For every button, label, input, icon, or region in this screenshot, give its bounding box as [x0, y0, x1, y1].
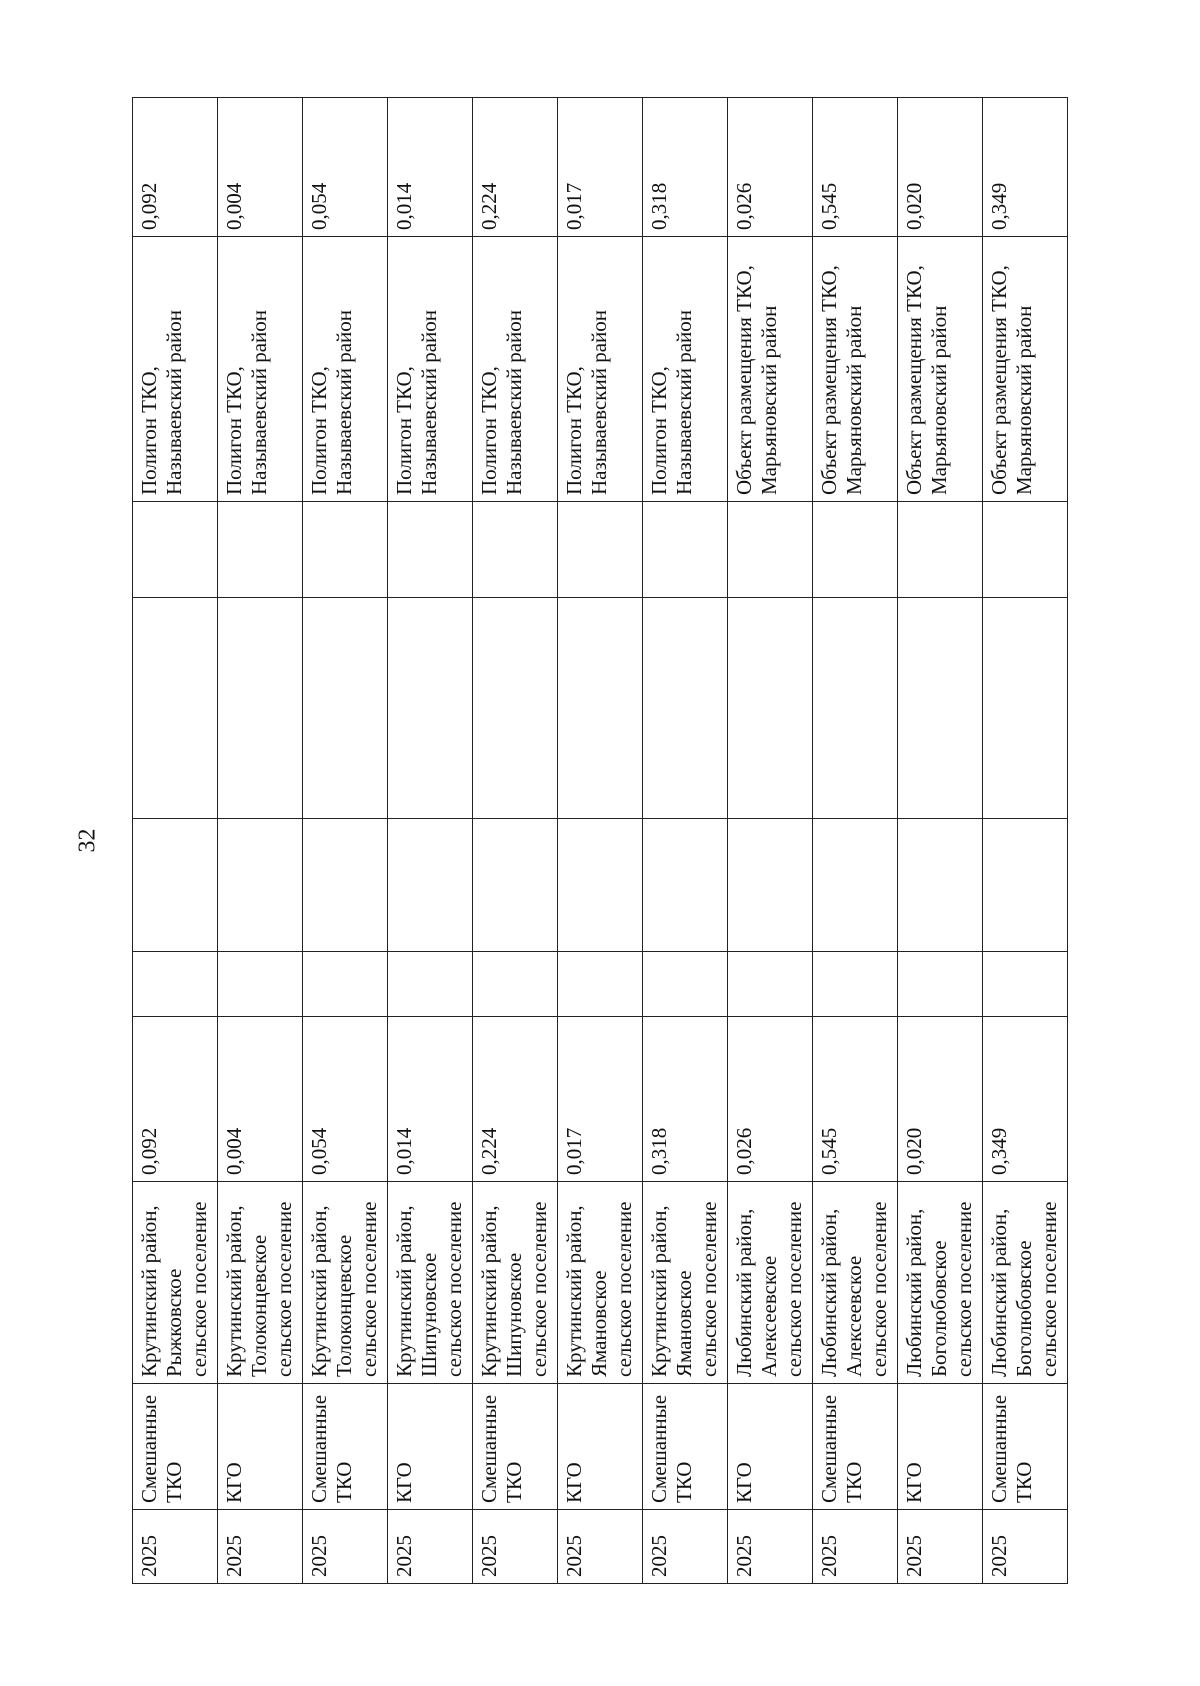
- year-cell: 2025: [983, 1510, 1068, 1584]
- source-location-cell: Крутинский район, Ямановское сельское поселение: [643, 1182, 728, 1384]
- table-row: [558, 98, 643, 1584]
- empty-cell: [388, 598, 473, 819]
- empty-cell: [728, 819, 813, 952]
- table-row: [728, 98, 813, 1584]
- source-location-cell: Крутинский район, Рыжковское сельское поселение: [133, 1182, 218, 1384]
- source-location-cell: Крутинский район, Ямановское сельское поселение: [558, 1182, 643, 1384]
- year-cell: 2025: [303, 1510, 388, 1584]
- mass-cell: 0,349: [983, 1017, 1068, 1182]
- empty-cell: [728, 952, 813, 1017]
- source-location-cell: Крутинский район, Толоконцевское сельское поселение: [303, 1182, 388, 1384]
- empty-cell: [473, 819, 558, 952]
- year-cell: 2025: [813, 1510, 898, 1584]
- empty-cell: [133, 502, 218, 598]
- destination-facility-cell: Полигон ТКО, Называевский район: [643, 237, 728, 502]
- empty-cell: [473, 952, 558, 1017]
- empty-cell: [218, 502, 303, 598]
- empty-cell: [133, 598, 218, 819]
- waste-type-cell: КГО: [558, 1384, 643, 1510]
- empty-cell: [983, 598, 1068, 819]
- empty-cell: [558, 819, 643, 952]
- waste-type-cell: Смешанные ТКО: [303, 1384, 388, 1510]
- empty-cell: [643, 819, 728, 952]
- empty-cell: [473, 598, 558, 819]
- empty-cell: [643, 598, 728, 819]
- mass-cell: 0,224: [473, 1017, 558, 1182]
- waste-type-cell: КГО: [728, 1384, 813, 1510]
- empty-cell: [133, 952, 218, 1017]
- waste-type-cell: Смешанные ТКО: [133, 1384, 218, 1510]
- source-location-cell: Крутинский район, Толоконцевское сельское поселение: [218, 1182, 303, 1384]
- empty-cell: [303, 952, 388, 1017]
- empty-cell: [558, 598, 643, 819]
- table-row: [813, 98, 898, 1584]
- empty-cell: [813, 502, 898, 598]
- empty-cell: [728, 502, 813, 598]
- source-location-cell: Крутинский район, Шипуновское сельское поселение: [388, 1182, 473, 1384]
- destination-facility-cell: Объект размещения ТКО, Марьяновский район: [983, 237, 1068, 502]
- empty-cell: [983, 819, 1068, 952]
- mass-delivered-cell: 0,017: [558, 98, 643, 237]
- empty-cell: [558, 952, 643, 1017]
- source-location-cell: Любинский район, Боголюбовское сельское поселение: [898, 1182, 983, 1384]
- empty-cell: [898, 952, 983, 1017]
- destination-facility-cell: Объект размещения ТКО, Марьяновский район: [728, 237, 813, 502]
- mass-delivered-cell: 0,004: [218, 98, 303, 237]
- destination-facility-cell: Полигон ТКО, Называевский район: [218, 237, 303, 502]
- empty-cell: [983, 952, 1068, 1017]
- waste-flow-table: [132, 97, 1068, 1584]
- year-cell: 2025: [558, 1510, 643, 1584]
- destination-facility-cell: Полигон ТКО, Называевский район: [473, 237, 558, 502]
- mass-delivered-cell: 0,014: [388, 98, 473, 237]
- year-cell: 2025: [473, 1510, 558, 1584]
- empty-cell: [218, 598, 303, 819]
- mass-cell: 0,054: [303, 1017, 388, 1182]
- empty-cell: [643, 952, 728, 1017]
- empty-cell: [898, 598, 983, 819]
- source-location-cell: Крутинский район, Шипуновское сельское поселение: [473, 1182, 558, 1384]
- empty-cell: [388, 819, 473, 952]
- mass-cell: 0,318: [643, 1017, 728, 1182]
- empty-cell: [388, 502, 473, 598]
- year-cell: 2025: [643, 1510, 728, 1584]
- waste-type-cell: КГО: [218, 1384, 303, 1510]
- empty-cell: [813, 598, 898, 819]
- table-row: [303, 98, 388, 1584]
- table-body: [133, 98, 1068, 1584]
- table-row: [388, 98, 473, 1584]
- mass-delivered-cell: 0,224: [473, 98, 558, 237]
- mass-delivered-cell: 0,545: [813, 98, 898, 237]
- empty-cell: [643, 502, 728, 598]
- mass-cell: 0,017: [558, 1017, 643, 1182]
- source-location-cell: Любинский район, Алексеевское сельское поселение: [728, 1182, 813, 1384]
- empty-cell: [303, 819, 388, 952]
- table-row: [643, 98, 728, 1584]
- destination-facility-cell: Полигон ТКО, Называевский район: [388, 237, 473, 502]
- year-cell: 2025: [898, 1510, 983, 1584]
- destination-facility-cell: Полигон ТКО, Называевский район: [133, 237, 218, 502]
- mass-cell: 0,004: [218, 1017, 303, 1182]
- year-cell: 2025: [388, 1510, 473, 1584]
- empty-cell: [303, 598, 388, 819]
- source-location-cell: Любинский район, Боголюбовское сельское поселение: [983, 1182, 1068, 1384]
- year-cell: 2025: [728, 1510, 813, 1584]
- empty-cell: [218, 952, 303, 1017]
- empty-cell: [303, 502, 388, 598]
- mass-cell: 0,092: [133, 1017, 218, 1182]
- table-row: [983, 98, 1068, 1584]
- destination-facility-cell: Объект размещения ТКО, Марьяновский район: [813, 237, 898, 502]
- destination-facility-cell: Полигон ТКО, Называевский район: [558, 237, 643, 502]
- empty-cell: [558, 502, 643, 598]
- empty-cell: [133, 819, 218, 952]
- mass-cell: 0,545: [813, 1017, 898, 1182]
- table-row: [473, 98, 558, 1584]
- year-cell: 2025: [133, 1510, 218, 1584]
- waste-type-cell: Смешанные ТКО: [473, 1384, 558, 1510]
- empty-cell: [983, 502, 1068, 598]
- empty-cell: [728, 598, 813, 819]
- empty-cell: [898, 502, 983, 598]
- table-row: [898, 98, 983, 1584]
- year-cell: 2025: [218, 1510, 303, 1584]
- table-row: [218, 98, 303, 1584]
- mass-delivered-cell: 0,318: [643, 98, 728, 237]
- destination-facility-cell: Объект размещения ТКО, Марьяновский район: [898, 237, 983, 502]
- empty-cell: [218, 819, 303, 952]
- waste-type-cell: КГО: [388, 1384, 473, 1510]
- empty-cell: [813, 819, 898, 952]
- mass-cell: 0,026: [728, 1017, 813, 1182]
- source-location-cell: Любинский район, Алексеевское сельское поселение: [813, 1182, 898, 1384]
- destination-facility-cell: Полигон ТКО, Называевский район: [303, 237, 388, 502]
- empty-cell: [813, 952, 898, 1017]
- empty-cell: [898, 819, 983, 952]
- waste-type-cell: Смешанные ТКО: [643, 1384, 728, 1510]
- mass-delivered-cell: 0,349: [983, 98, 1068, 237]
- mass-delivered-cell: 0,020: [898, 98, 983, 237]
- page-number: [75, 820, 101, 860]
- empty-cell: [473, 502, 558, 598]
- mass-delivered-cell: 0,054: [303, 98, 388, 237]
- waste-type-cell: Смешанные ТКО: [813, 1384, 898, 1510]
- mass-cell: 0,020: [898, 1017, 983, 1182]
- waste-type-cell: КГО: [898, 1384, 983, 1510]
- waste-flow-table-wrapper: [132, 98, 1066, 1584]
- page-number-text: 32: [74, 828, 101, 852]
- waste-type-cell: Смешанные ТКО: [983, 1384, 1068, 1510]
- mass-cell: 0,014: [388, 1017, 473, 1182]
- empty-cell: [388, 952, 473, 1017]
- table-row: [133, 98, 218, 1584]
- mass-delivered-cell: 0,026: [728, 98, 813, 237]
- mass-delivered-cell: 0,092: [133, 98, 218, 237]
